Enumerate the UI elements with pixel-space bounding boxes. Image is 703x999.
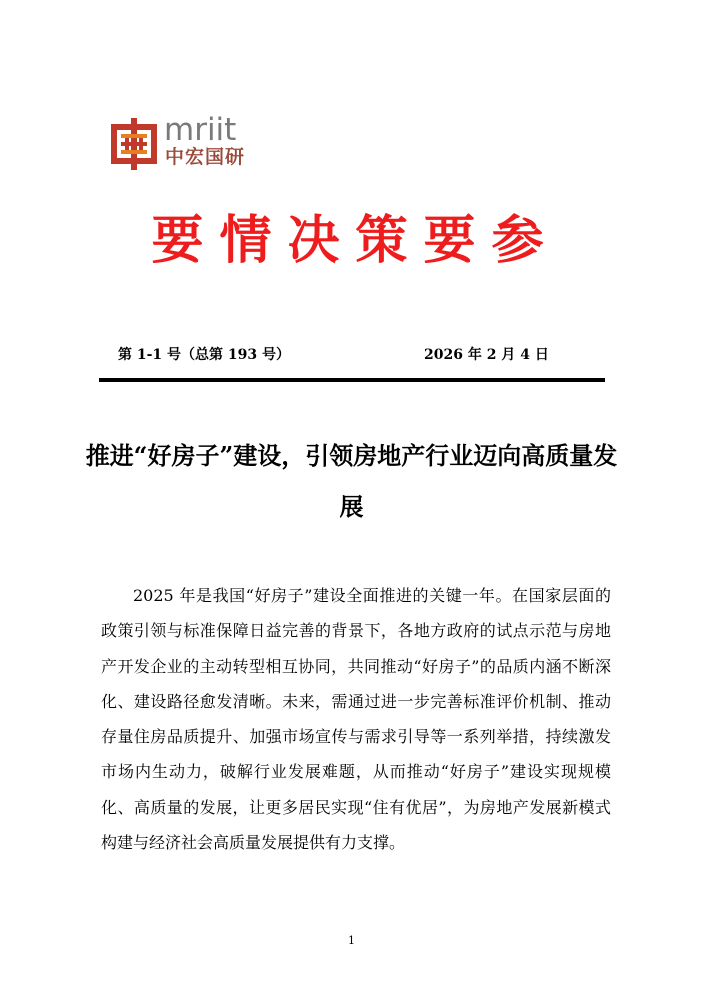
header-divider	[99, 378, 605, 382]
issue-date: 2026 年 2 月 4 日	[424, 347, 549, 363]
masthead-title: 要情决策要参	[151, 211, 560, 271]
article-title: 推进“好房子”建设，引领房地产行业迈向高质量发展	[85, 441, 618, 521]
logo-chinese-text: 中宏国研	[165, 146, 246, 168]
logo-mark-icon	[111, 118, 157, 170]
article-body: 2025 年是我国“好房子”建设全面推进的关键一年。在国家层面的政策引领与标准保障日益完善的背景下，各地方政府的试点示范与房地产开发企业的主动转型相互协同，共同推动“好房子”的品质内涵不断深化、建设路径愈发清晰。未来，需通过进一步完善标准评价机制、推动存量住房品质提升、加强市场宣传与需求引导等一系列举措，持续激发市场内生动力，破解行业发展难题，从而推动“好房子”建设实现规模化、高质量的发展，让更多居民实现“住有优居”，为房地产发展新模式构建与经济社会高质量发展提供有力支撑。	[101, 586, 611, 853]
mriit-logo	[111, 112, 251, 172]
page-number: 1	[348, 934, 355, 947]
logo-english-text: mriit	[164, 112, 237, 148]
issue-number: 第 1-1 号（总第 193 号）	[118, 347, 291, 363]
